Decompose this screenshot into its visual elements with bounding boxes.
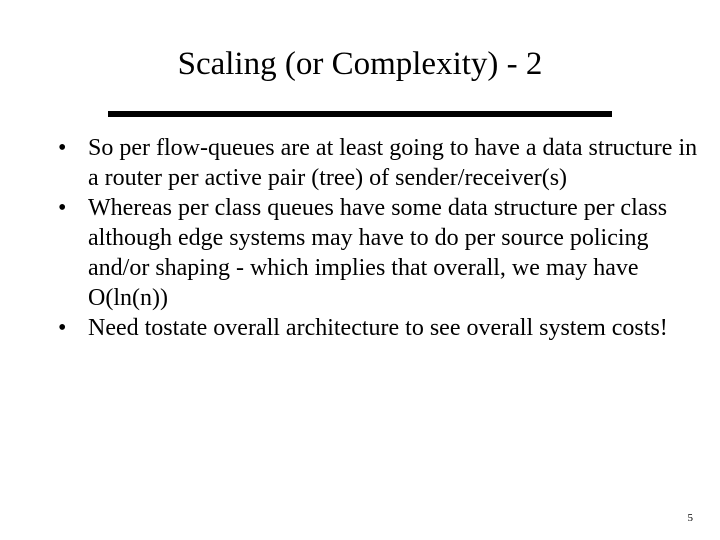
bullet-marker: • xyxy=(58,135,67,161)
bullet-item-3 xyxy=(58,313,698,343)
title-divider xyxy=(108,111,612,117)
bullet-item-2 xyxy=(58,193,698,313)
page-number: 5 xyxy=(687,512,693,524)
slide-title: Scaling (or Complexity) - 2 xyxy=(177,46,543,82)
bullet-marker: • xyxy=(58,195,67,221)
bullet-list xyxy=(58,133,698,343)
bullet-text: Whereas per class queues have some data structure per class although edge systems may have to do per source policing and/or shaping - which implies that overall, we may have O(ln(n)) xyxy=(88,195,668,311)
bullet-text: So per flow-queues are at least going to have a data structure in a router per active pair (tree) of sender/receiver(s) xyxy=(88,135,698,191)
bullet-marker: • xyxy=(58,315,67,341)
bullet-text: Need tostate overall architecture to see overall system costs! xyxy=(88,315,668,341)
bullet-item-1 xyxy=(58,133,698,193)
